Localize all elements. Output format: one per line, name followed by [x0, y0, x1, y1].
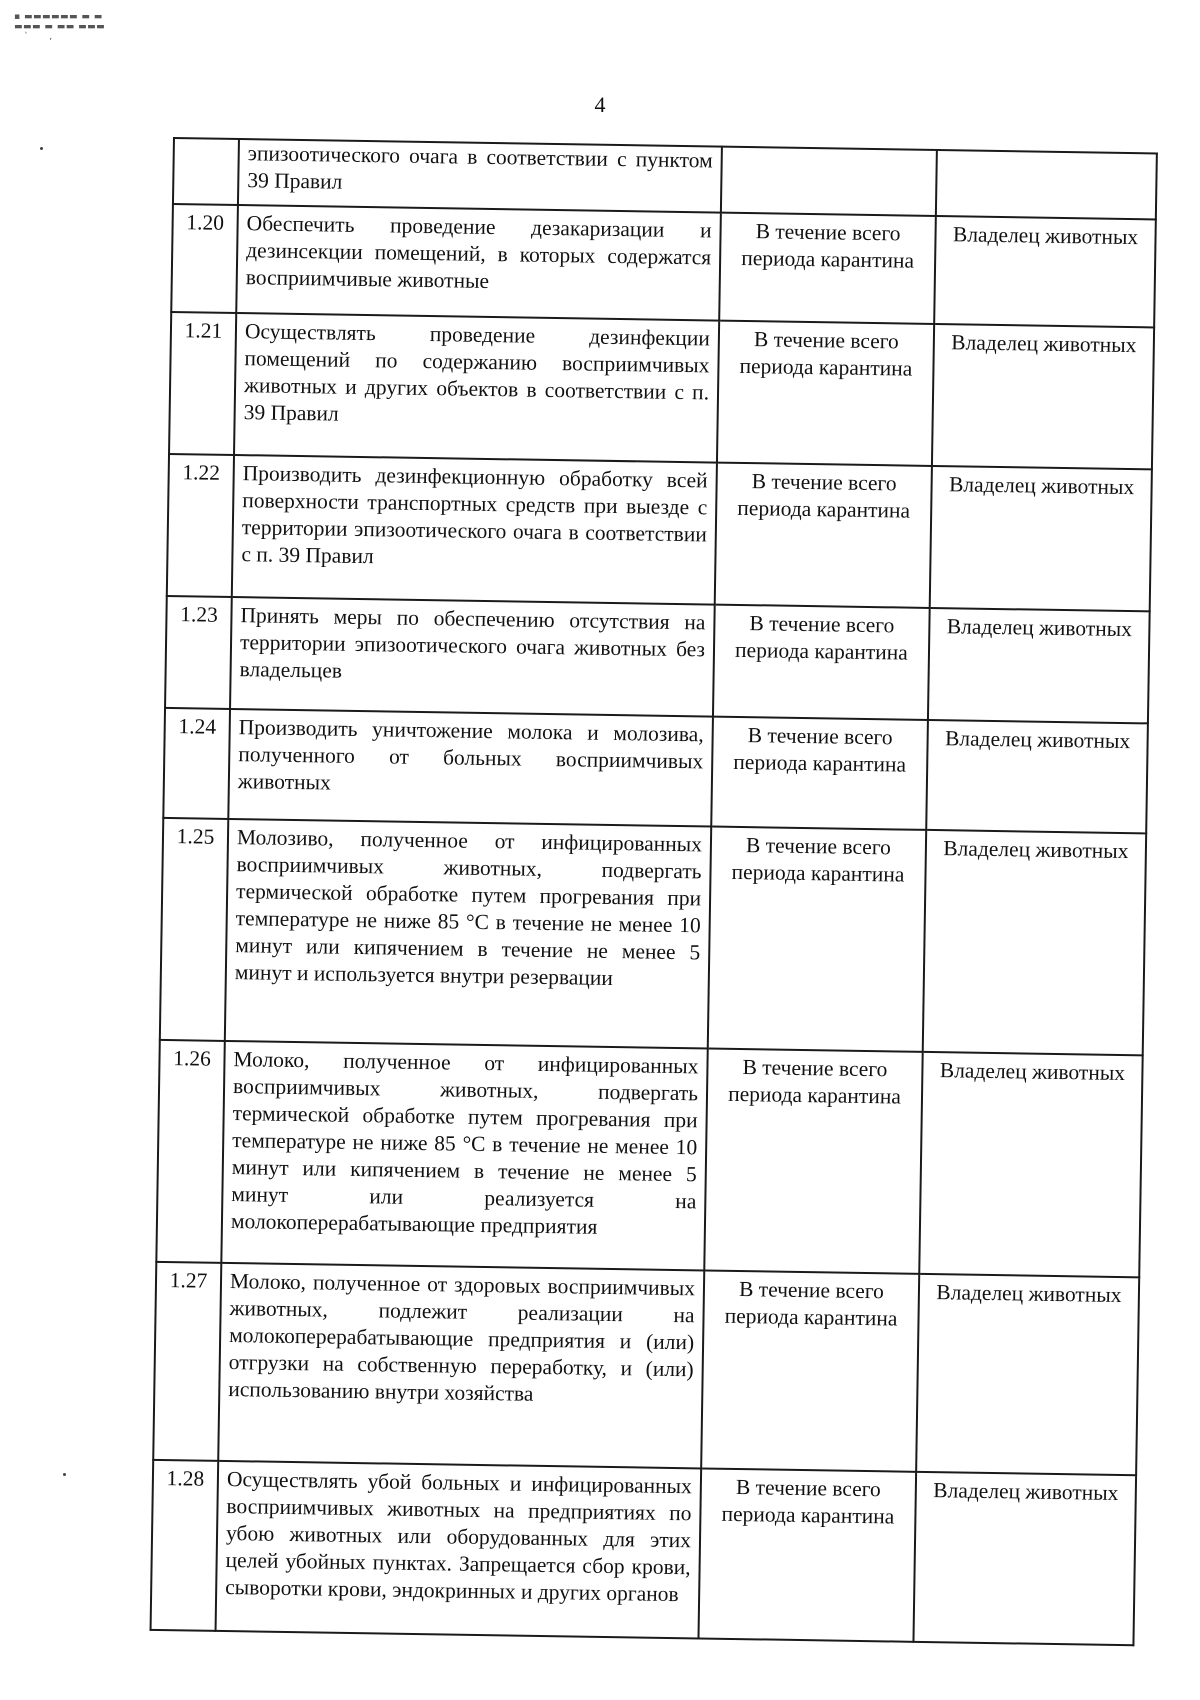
measure-responsible: Владелец животных — [932, 324, 1154, 469]
row-number: 1.26 — [156, 1040, 224, 1263]
measures-table — [150, 137, 1158, 1646]
measure-responsible: Владелец животных — [919, 1052, 1142, 1277]
measure-responsible — [936, 150, 1157, 219]
table-row — [169, 312, 1154, 469]
measure-period: В течение всего периода карантина — [711, 717, 928, 830]
row-number: 1.20 — [171, 204, 238, 313]
measure-text: эпизоотического очага в соответствии с пунктом 39 Правил — [238, 139, 722, 213]
measure-period: В течение всего периода карантина — [713, 605, 930, 720]
row-number: 1.25 — [160, 818, 228, 1041]
measure-text: Осуществлять проведение дезинфекции помещений по содержанию восприимчивых животных и других объектов в соответствии с п. 39 Правил — [234, 313, 719, 463]
measure-responsible: Владелец животных — [916, 1274, 1139, 1475]
measure-period: В течение всего периода карантина — [701, 1270, 919, 1471]
measure-text: Принять меры по обеспечению отсутствия на территории эпизоотического очага животных без владельцев — [230, 597, 715, 717]
measure-text: Производить уничтожение молока и молозива, полученного от больных восприимчивых животных — [228, 709, 713, 827]
row-number: 1.24 — [163, 708, 230, 819]
row-number: 1.23 — [165, 596, 232, 709]
measure-text: Молоко, полученное от инфицированных восприимчивых животных, подвергать термической обработке путем прогревания при температуре не ниже 85 °С в течение не менее 10 минут или кипячением в течение не менее 5 минут или реализуется на молокоперерабатывающие предприятия — [221, 1041, 707, 1271]
measure-text: Осуществлять убой больных и инфицированных восприимчивых животных на предприятиях по убою животных или оборудованных для этих целей убойных пунктах. Запрещается сбор крови, сыворотки крови, эндокринных и других органов — [216, 1461, 702, 1639]
scan-speck — [63, 1473, 66, 1476]
row-number: 1.22 — [167, 454, 234, 597]
row-number — [173, 138, 239, 205]
measure-responsible: Владелец животных — [934, 216, 1156, 327]
measure-responsible: Владелец животных — [930, 466, 1152, 611]
scan-artifact-marks: ▪ ▬▬▬▬▬▬ ▬ ▬ ▬▬▬ ▬ ▬▬ ▬▬▬ ˋ , — [14, 12, 106, 42]
measure-text: Производить дезинфекционную обработку всей поверхности транспортных средств при выезде с территории эпизоотического очага в соответствии с п. 39 Правил — [232, 455, 717, 605]
table-row — [156, 1040, 1142, 1277]
measure-text: Обеспечить проведение дезакаризации и дезинсекции помещений, в которых содержатся восприимчивые животные — [236, 205, 721, 321]
page-number: 4 — [594, 92, 606, 117]
measure-period: В течение всего периода карантина — [715, 463, 932, 608]
table-row — [151, 1460, 1137, 1645]
scan-speck — [40, 147, 43, 150]
table-row — [165, 596, 1150, 723]
measure-period: В течение всего периода карантина — [698, 1468, 916, 1641]
measure-period: В течение всего периода карантина — [719, 213, 936, 324]
table-row — [163, 708, 1148, 833]
measure-responsible: Владелец животных — [923, 830, 1146, 1055]
measure-text: Молоко, полученное от здоровых восприимчивых животных, подлежит реализации на молокоперерабатывающие предприятия и (или) отгрузки на собственную переработку, и (или) использованию внутри хозяйства — [218, 1263, 704, 1469]
measure-period: В течение всего периода карантина — [704, 1049, 922, 1274]
measure-period — [721, 147, 937, 216]
row-number: 1.28 — [151, 1460, 219, 1631]
measure-text: Молозиво, полученное от инфицированных восприимчивых животных, подвергать термической обработке путем прогревания при температуре не ниже 85 °С в течение не менее 10 минут или кипячением в течение не менее 5 минут и используется внутри резервации — [225, 819, 711, 1049]
measure-period: В течение всего периода карантина — [717, 321, 934, 466]
table-row — [167, 454, 1152, 611]
table-row — [153, 1262, 1139, 1475]
table-row — [160, 818, 1146, 1055]
measure-responsible: Владелец животных — [926, 720, 1148, 833]
table-row — [171, 204, 1156, 327]
row-number: 1.27 — [153, 1262, 221, 1461]
measure-period: В течение всего периода карантина — [708, 827, 926, 1052]
row-number: 1.21 — [169, 312, 236, 455]
measure-responsible: Владелец животных — [928, 608, 1150, 723]
measure-responsible: Владелец животных — [913, 1472, 1136, 1645]
